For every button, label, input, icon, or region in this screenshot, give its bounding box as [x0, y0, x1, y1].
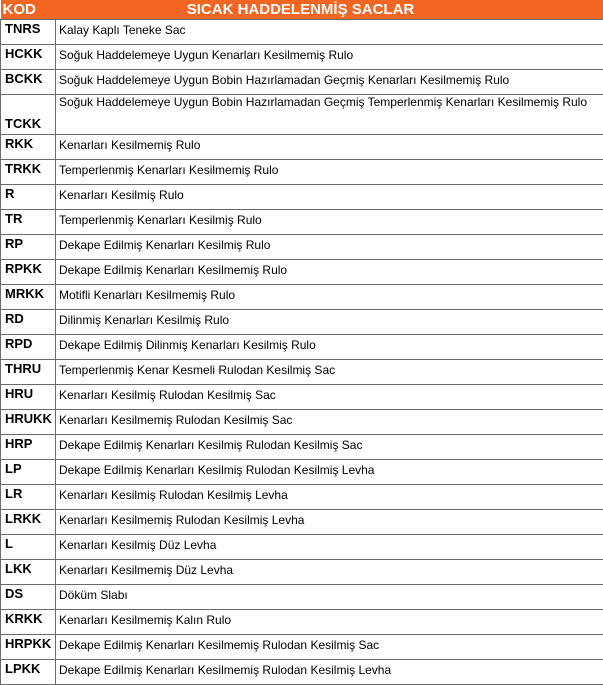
table-row — [1, 260, 603, 285]
table-row — [1, 210, 603, 235]
product-description-cell: Dekape Edilmiş Dilinmiş Kenarları Kesilmiş Rulo — [56, 335, 603, 360]
product-description-cell: Dekape Edilmiş Kenarları Kesilmemiş Rulodan Kesilmiş Sac — [56, 635, 603, 660]
product-code-cell: HRP — [1, 435, 56, 460]
product-code-cell: RD — [1, 310, 56, 335]
table-row — [1, 535, 603, 560]
product-code-cell: RPD — [1, 335, 56, 360]
product-code-cell: LR — [1, 485, 56, 510]
table-body — [1, 20, 603, 685]
table-row — [1, 235, 603, 260]
product-description-cell: Dekape Edilmiş Kenarları Kesilmiş Rulo — [56, 235, 603, 260]
product-description-cell: Kenarları Kesilmemiş Rulodan Kesilmiş Levha — [56, 510, 603, 535]
product-description-cell: Dekape Edilmiş Kenarları Kesilmiş Rulodan Kesilmiş Sac — [56, 435, 603, 460]
product-code-cell: R — [1, 185, 56, 210]
product-description-cell: Temperlenmiş Kenarları Kesilmiş Rulo — [56, 210, 603, 235]
product-code-cell: THRU — [1, 360, 56, 385]
product-code-cell: L — [1, 535, 56, 560]
table-row — [1, 285, 603, 310]
table-row — [1, 385, 603, 410]
table-header-row — [1, 0, 603, 20]
product-code-cell: LKK — [1, 560, 56, 585]
product-description-cell: Kenarları Kesilmemiş Kalın Rulo — [56, 610, 603, 635]
product-code-cell: MRKK — [1, 285, 56, 310]
product-description-cell: Kenarları Kesilmemiş Rulodan Kesilmiş Sac — [56, 410, 603, 435]
product-description-cell: Soğuk Haddelemeye Uygun Bobin Hazırlamadan Geçmiş Kenarları Kesilmemiş Rulo — [56, 70, 603, 95]
product-description-cell: Motifli Kenarları Kesilmemiş Rulo — [56, 285, 603, 310]
table-row — [1, 160, 603, 185]
table-row — [1, 135, 603, 160]
product-description-cell: Kenarları Kesilmiş Düz Levha — [56, 535, 603, 560]
product-code-cell: HRPKK — [1, 635, 56, 660]
product-code-cell: TRKK — [1, 160, 56, 185]
product-code-cell: KRKK — [1, 610, 56, 635]
product-code-cell: TR — [1, 210, 56, 235]
product-code-cell: HRU — [1, 385, 56, 410]
product-description-cell: Dekape Edilmiş Kenarları Kesilmiş Rulodan Kesilmiş Levha — [56, 460, 603, 485]
product-description-cell: Kenarları Kesilmiş Rulo — [56, 185, 603, 210]
product-description-cell: Kenarları Kesilmiş Rulodan Kesilmiş Sac — [56, 385, 603, 410]
product-description-cell: Temperlenmiş Kenarları Kesilmemiş Rulo — [56, 160, 603, 185]
product-code-cell: RPKK — [1, 260, 56, 285]
product-description-cell: Temperlenmiş Kenar Kesmeli Rulodan Kesilmiş Sac — [56, 360, 603, 385]
table-row — [1, 460, 603, 485]
product-code-cell: HCKK — [1, 45, 56, 70]
product-code-cell: BCKK — [1, 70, 56, 95]
code-column-header: KOD — [1, 0, 56, 20]
product-code-cell: TNRS — [1, 20, 56, 45]
table-row — [1, 660, 603, 685]
table-row — [1, 335, 603, 360]
table-row — [1, 95, 603, 135]
product-description-cell: Soğuk Haddelemeye Uygun Kenarları Kesilmemiş Rulo — [56, 45, 603, 70]
table-row — [1, 360, 603, 385]
table-row — [1, 45, 603, 70]
table-row — [1, 485, 603, 510]
product-code-cell: LPKK — [1, 660, 56, 685]
table-row — [1, 70, 603, 95]
product-code-cell: RP — [1, 235, 56, 260]
product-code-cell: LP — [1, 460, 56, 485]
table-row — [1, 610, 603, 635]
table-row — [1, 310, 603, 335]
table-row — [1, 410, 603, 435]
product-description-cell: Dilinmiş Kenarları Kesilmiş Rulo — [56, 310, 603, 335]
product-code-cell: HRUKK — [1, 410, 56, 435]
table-row — [1, 185, 603, 210]
product-code-cell: RKK — [1, 135, 56, 160]
product-description-cell: Kenarları Kesilmiş Rulodan Kesilmiş Levha — [56, 485, 603, 510]
product-description-cell: Dekape Edilmiş Kenarları Kesilmemiş Rulo — [56, 260, 603, 285]
table-row — [1, 20, 603, 45]
product-code-cell: LRKK — [1, 510, 56, 535]
table-row — [1, 435, 603, 460]
product-description-cell: Kenarları Kesilmemiş Rulo — [56, 135, 603, 160]
table-row — [1, 635, 603, 660]
product-description-cell: Kenarları Kesilmemiş Düz Levha — [56, 560, 603, 585]
product-description-cell: Kalay Kaplı Teneke Sac — [56, 20, 603, 45]
product-description-cell: Soğuk Haddelemeye Uygun Bobin Hazırlamadan Geçmiş Temperlenmiş Kenarları Kesilmemiş Rulo — [56, 95, 603, 135]
product-description-cell: Dekape Edilmiş Kenarları Kesilmemiş Rulodan Kesilmiş Levha — [56, 660, 603, 685]
product-description-cell: Döküm Slabı — [56, 585, 603, 610]
product-code-cell: DS — [1, 585, 56, 610]
product-code-cell: TCKK — [1, 95, 56, 135]
table-row — [1, 560, 603, 585]
table-row — [1, 510, 603, 535]
table-row — [1, 585, 603, 610]
table-title-header: SICAK HADDELENMİŞ SACLAR — [56, 0, 603, 20]
